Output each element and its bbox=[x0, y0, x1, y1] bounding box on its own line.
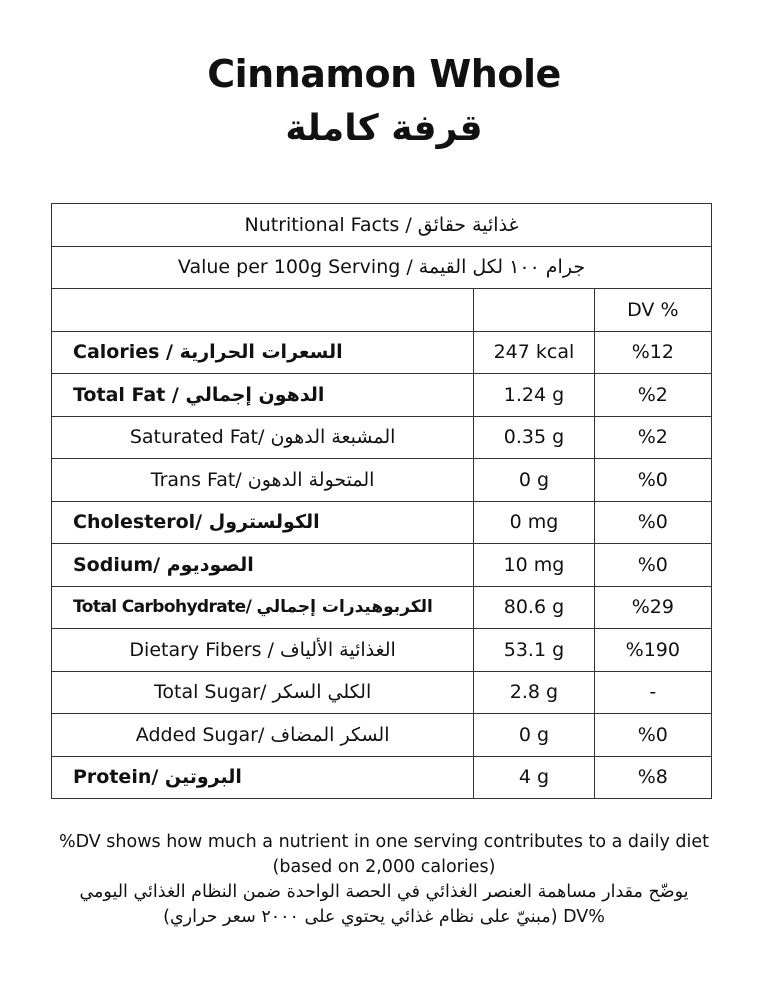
nutrient-value: 53.1 g bbox=[474, 629, 594, 672]
nutrient-value: 0 g bbox=[474, 714, 594, 757]
nutrient-name: Added Sugar/ السكر المضاف bbox=[52, 714, 474, 757]
serving-header-row bbox=[52, 246, 712, 289]
dv-footnote bbox=[0, 830, 768, 930]
footnote-line-english: %DV shows how much a nutrient in one serving contributes to a daily diet bbox=[58, 832, 710, 852]
nutrient-dv: %12 bbox=[594, 331, 711, 374]
nutrient-value: 0 g bbox=[474, 459, 594, 502]
nutrient-name: Saturated Fat/ المشبعة الدهون bbox=[52, 416, 474, 459]
table-row bbox=[52, 544, 712, 587]
nutrient-name: Dietary Fibers / الغذائية الألياف bbox=[52, 629, 474, 672]
nutrient-name: Trans Fat/ المتحولة الدهون bbox=[52, 459, 474, 502]
nutrient-value: 80.6 g bbox=[474, 586, 594, 629]
dv-column-header: DV % bbox=[594, 289, 711, 332]
table-row bbox=[52, 331, 712, 374]
table-row bbox=[52, 586, 712, 629]
nutrition-facts-table bbox=[51, 203, 712, 799]
table-row bbox=[52, 756, 712, 799]
nutrient-dv: %0 bbox=[594, 459, 711, 502]
nutrient-name: Calories / السعرات الحرارية bbox=[52, 331, 474, 374]
product-title-arabic: قرفة كاملة bbox=[285, 108, 483, 149]
nutrient-dv: %29 bbox=[594, 586, 711, 629]
table-row bbox=[52, 671, 712, 714]
nutrient-name: Total Sugar/ الكلي السكر bbox=[52, 671, 474, 714]
nutrient-value: 1.24 g bbox=[474, 374, 594, 417]
table-row bbox=[52, 416, 712, 459]
column-header-row bbox=[52, 289, 712, 332]
footnote-line-arabic: يوضّح مقدار مساهمة العنصر الغذائي في الحصة الواحدة ضمن النظام الغذائي اليومي bbox=[79, 882, 689, 902]
nutrient-name: Total Fat / الدهون إجمالي bbox=[52, 374, 474, 417]
table-row bbox=[52, 501, 712, 544]
nutrient-dv: %2 bbox=[594, 374, 711, 417]
nutrient-name: Cholesterol/ الكولسترول bbox=[52, 501, 474, 544]
table-row bbox=[52, 629, 712, 672]
product-title: Cinnamon Whole bbox=[207, 52, 561, 96]
nutrient-value: 0.35 g bbox=[474, 416, 594, 459]
nutrient-value: 4 g bbox=[474, 756, 594, 799]
nutrient-value: 0 mg bbox=[474, 501, 594, 544]
table-row bbox=[52, 374, 712, 417]
nutrient-name: Sodium/ الصوديوم bbox=[52, 544, 474, 587]
nutrient-dv: %8 bbox=[594, 756, 711, 799]
nutrient-value: 2.8 g bbox=[474, 671, 594, 714]
table-row bbox=[52, 459, 712, 502]
serving-size-header: Value per 100g Serving / جرام ١٠٠ لكل القيمة bbox=[52, 246, 712, 289]
footnote-line-arabic-calories: (مبنيّ على نظام غذائي يحتوي على ٢٠٠٠ سعر حراري) DV% bbox=[163, 907, 605, 927]
empty-header-cell bbox=[52, 289, 474, 332]
empty-header-cell bbox=[474, 289, 594, 332]
table-header-row bbox=[52, 204, 712, 247]
nutrient-dv: %0 bbox=[594, 544, 711, 587]
nutrient-dv: %0 bbox=[594, 501, 711, 544]
nutrient-dv: - bbox=[594, 671, 711, 714]
nutrient-name: Protein/ البروتين bbox=[52, 756, 474, 799]
nutrient-dv: %0 bbox=[594, 714, 711, 757]
nutrient-value: 10 mg bbox=[474, 544, 594, 587]
nutrient-dv: %2 bbox=[594, 416, 711, 459]
nutritional-facts-header: Nutritional Facts / غذائية حقائق bbox=[52, 204, 712, 247]
footnote-line-english-calories: (based on 2,000 calories) bbox=[272, 857, 496, 877]
nutrient-name: Total Carbohydrate/ الكربوهيدرات إجمالي bbox=[52, 586, 474, 629]
table-row bbox=[52, 714, 712, 757]
nutrient-value: 247 kcal bbox=[474, 331, 594, 374]
nutrient-dv: %190 bbox=[594, 629, 711, 672]
